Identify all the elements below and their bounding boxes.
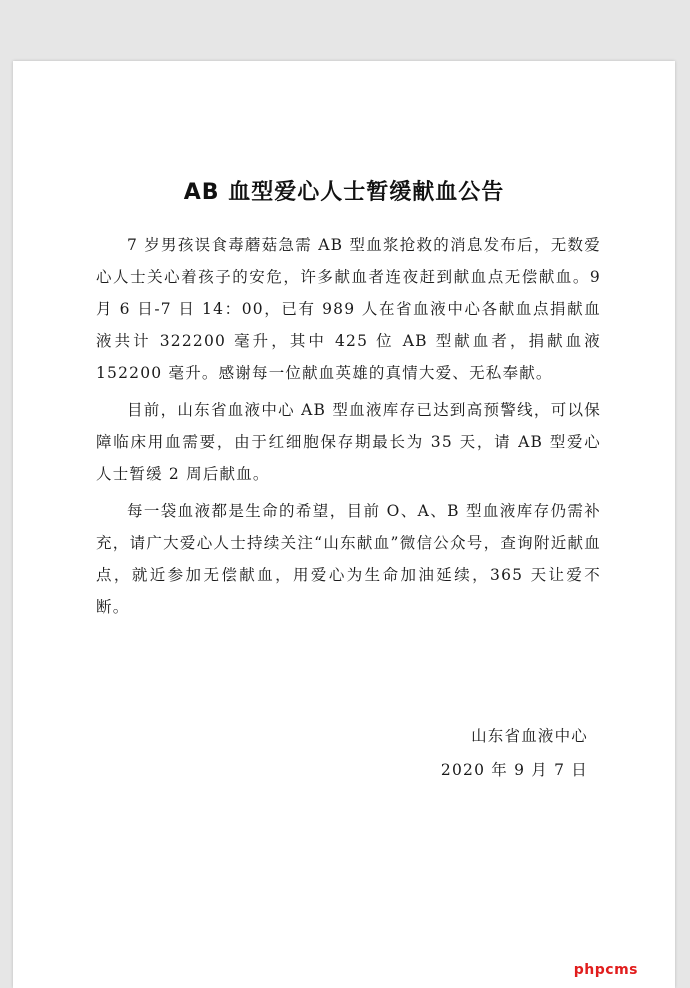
- signature-date: 2020 年 9 月 7 日: [440, 761, 588, 779]
- site-watermark: phpcms: [573, 962, 638, 978]
- signature-organization: 山东省血液中心: [471, 727, 588, 745]
- document-title: AB 血型爱心人士暂缓献血公告: [183, 180, 505, 205]
- paragraph-1: 7 岁男孩误食毒蘑菇急需 AB 型血浆抢救的消息发布后，无数爱心人士关心着孩子的安危，许多献血者连夜赶到献血点无偿献血。9 月 6 日-7 日 14：00，已有 989 人在省血液中心各献血点捐献血液共计 322200 毫升，其中 425 位 AB 型献血者，捐献血液 152200 毫升。感谢每一位献血英雄的真情大爱、无私奉献。: [96, 236, 601, 382]
- document-page: [13, 61, 675, 988]
- paragraph-2: 目前，山东省血液中心 AB 型血液库存已达到高预警线，可以保障临床用血需要，由于红细胞保存期最长为 35 天，请 AB 型爱心人士暂缓 2 周后献血。: [96, 401, 601, 483]
- document-body: [96, 229, 601, 628]
- signature-block: [441, 719, 588, 787]
- paragraph-3: 每一袋血液都是生命的希望，目前 O、A、B 型血液库存仍需补充，请广大爱心人士持续关注“山东献血”微信公众号，查询附近献血点，就近参加无偿献血，用爱心为生命加油延续，365 天让爱不断。: [96, 502, 601, 616]
